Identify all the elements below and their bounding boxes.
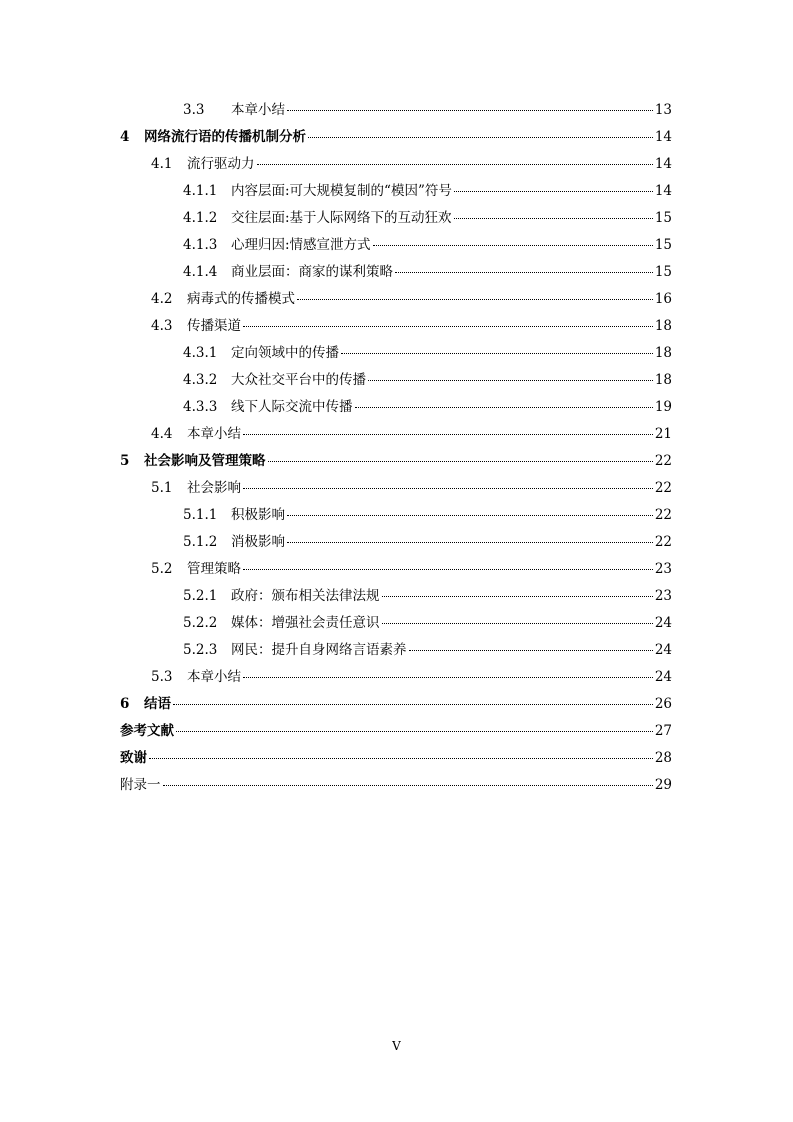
toc-dot-leader [243, 325, 653, 327]
toc-entry-page: 18 [654, 372, 672, 388]
toc-entry-page: 15 [654, 264, 672, 280]
toc-entry[interactable] [120, 529, 672, 556]
toc-dot-leader [173, 703, 653, 705]
toc-entry-page: 22 [654, 480, 672, 496]
toc-entry[interactable] [120, 97, 672, 124]
toc-dot-leader [308, 136, 653, 138]
toc-entry-title: 线下人际交流中传播 [231, 399, 353, 415]
toc-entry-title: 参考文献 [120, 723, 174, 739]
toc-entry-number: 5.2.3 [183, 642, 218, 658]
toc-entry-title: 社会影响及管理策略 [144, 453, 266, 469]
toc-entry[interactable] [120, 151, 672, 178]
toc-entry[interactable] [120, 340, 672, 367]
toc-entry-title: 管理策略 [187, 561, 241, 577]
toc-entry[interactable] [120, 664, 672, 691]
toc-entry-page: 22 [654, 507, 672, 523]
toc-entry-title: 媒体：增强社会责任意识 [231, 615, 380, 631]
toc-dot-leader [454, 190, 653, 192]
toc-dot-leader [243, 676, 653, 678]
toc-entry-title: 网民：提升自身网络言语素养 [231, 642, 407, 658]
toc-entry-number: 5.2.2 [183, 615, 218, 631]
toc-entry-page: 22 [654, 453, 672, 469]
toc-entry[interactable] [120, 502, 672, 529]
toc-entry-number: 4.1 [151, 156, 173, 172]
toc-entry-page: 18 [654, 318, 672, 334]
toc-dot-leader [395, 271, 653, 273]
toc-entry-title: 结语 [144, 696, 171, 712]
toc-dot-leader [243, 487, 653, 489]
toc-entry[interactable] [120, 583, 672, 610]
toc-entry-number: 4.1.3 [183, 237, 218, 253]
page-number: V [392, 1039, 401, 1053]
toc-entry-page: 26 [654, 696, 672, 712]
toc-dot-leader [297, 298, 653, 300]
toc-entry[interactable] [120, 394, 672, 421]
toc-entry-number: 4.4 [151, 426, 173, 442]
toc-entry-number: 4.1.4 [183, 264, 218, 280]
toc-entry-number: 4 [120, 129, 130, 145]
toc-entry-page: 23 [654, 588, 672, 604]
toc-entry-title: 积极影响 [231, 507, 285, 523]
toc-entry-title: 本章小结 [231, 102, 285, 118]
toc-entry-number: 4.3.1 [183, 345, 218, 361]
toc-dot-leader [382, 622, 653, 624]
toc-dot-leader [355, 406, 653, 408]
toc-dot-leader [368, 379, 653, 381]
toc-dot-leader [454, 217, 653, 219]
toc-entry[interactable] [120, 259, 672, 286]
toc-entry[interactable] [120, 475, 672, 502]
toc-entry-number: 5.3 [151, 669, 173, 685]
toc-dot-leader [341, 352, 653, 354]
toc-entry-number: 4.1.2 [183, 210, 218, 226]
toc-entry[interactable] [120, 232, 672, 259]
toc-dot-leader [373, 244, 653, 246]
toc-entry-number: 5.1.2 [183, 534, 218, 550]
toc-dot-leader [176, 730, 653, 732]
toc-dot-leader [149, 757, 653, 759]
toc-entry-number: 4.3.3 [183, 399, 218, 415]
toc-dot-leader [268, 460, 653, 462]
toc-dot-leader [287, 541, 653, 543]
toc-entry-number: 4.2 [151, 291, 173, 307]
toc-entry-title: 消极影响 [231, 534, 285, 550]
toc-dot-leader [287, 109, 653, 111]
toc-entry-page: 14 [654, 129, 672, 145]
toc-entry[interactable] [120, 610, 672, 637]
toc-entry-page: 16 [654, 291, 672, 307]
toc-entry-page: 24 [654, 642, 672, 658]
toc-entry-title: 病毒式的传播模式 [187, 291, 295, 307]
toc-entry-page: 24 [654, 615, 672, 631]
toc-entry-title: 社会影响 [187, 480, 241, 496]
toc-entry-title: 内容层面:可大规模复制的“模因”符号 [231, 183, 452, 199]
toc-entry-number: 6 [120, 696, 130, 712]
toc-entry-number: 4.3 [151, 318, 173, 334]
toc-dot-leader [382, 595, 653, 597]
toc-entry-title: 商业层面：商家的谋利策略 [231, 264, 393, 280]
toc-entry[interactable] [120, 556, 672, 583]
toc-entry-title: 交往层面:基于人际网络下的互动狂欢 [231, 210, 452, 226]
toc-entry-page: 18 [654, 345, 672, 361]
toc-entry-page: 27 [654, 723, 672, 739]
toc-entry-page: 13 [654, 102, 672, 118]
toc-entry-title: 网络流行语的传播机制分析 [144, 129, 306, 145]
toc-entry-page: 14 [654, 156, 672, 172]
toc-entry-page: 24 [654, 669, 672, 685]
toc-entry-title: 心理归因:情感宣泄方式 [231, 237, 371, 253]
toc-dot-leader [257, 163, 653, 165]
toc-entry-page: 29 [654, 777, 672, 793]
toc-entry-page: 19 [654, 399, 672, 415]
toc-dot-leader [243, 568, 653, 570]
table-of-contents [120, 97, 672, 799]
toc-entry-page: 23 [654, 561, 672, 577]
toc-entry-number: 5.2.1 [183, 588, 218, 604]
toc-entry-number: 5.1.1 [183, 507, 218, 523]
toc-entry-page: 15 [654, 237, 672, 253]
toc-entry[interactable] [120, 745, 672, 772]
toc-entry-number: 4.1.1 [183, 183, 218, 199]
toc-entry[interactable] [120, 313, 672, 340]
toc-entry[interactable] [120, 448, 672, 475]
toc-entry-title: 附录一 [120, 777, 161, 793]
toc-dot-leader [409, 649, 653, 651]
toc-entry-number: 5 [120, 453, 130, 469]
toc-entry[interactable] [120, 178, 672, 205]
toc-entry-number: 3.3 [183, 102, 205, 118]
toc-entry-page: 21 [654, 426, 672, 442]
toc-entry-title: 政府：颁布相关法律法规 [231, 588, 380, 604]
toc-entry-page: 14 [654, 183, 672, 199]
toc-entry-page: 28 [654, 750, 672, 766]
toc-dot-leader [163, 784, 653, 786]
toc-entry[interactable] [120, 367, 672, 394]
toc-entry[interactable] [120, 691, 672, 718]
toc-entry-number: 5.1 [151, 480, 173, 496]
toc-entry[interactable] [120, 124, 672, 151]
toc-entry-number: 5.2 [151, 561, 173, 577]
toc-entry[interactable] [120, 772, 672, 799]
toc-entry[interactable] [120, 718, 672, 745]
toc-entry-page: 15 [654, 210, 672, 226]
toc-dot-leader [287, 514, 653, 516]
toc-entry-title: 定向领域中的传播 [231, 345, 339, 361]
toc-entry-title: 本章小结 [187, 426, 241, 442]
toc-entry-title: 传播渠道 [187, 318, 241, 334]
toc-entry-title: 致谢 [120, 750, 147, 766]
toc-entry-page: 22 [654, 534, 672, 550]
toc-entry-title: 流行驱动力 [187, 156, 255, 172]
toc-entry-title: 本章小结 [187, 669, 241, 685]
toc-dot-leader [243, 433, 653, 435]
toc-entry[interactable] [120, 205, 672, 232]
toc-entry[interactable] [120, 421, 672, 448]
toc-entry-number: 4.3.2 [183, 372, 218, 388]
toc-entry[interactable] [120, 637, 672, 664]
toc-entry[interactable] [120, 286, 672, 313]
toc-entry-title: 大众社交平台中的传播 [231, 372, 366, 388]
